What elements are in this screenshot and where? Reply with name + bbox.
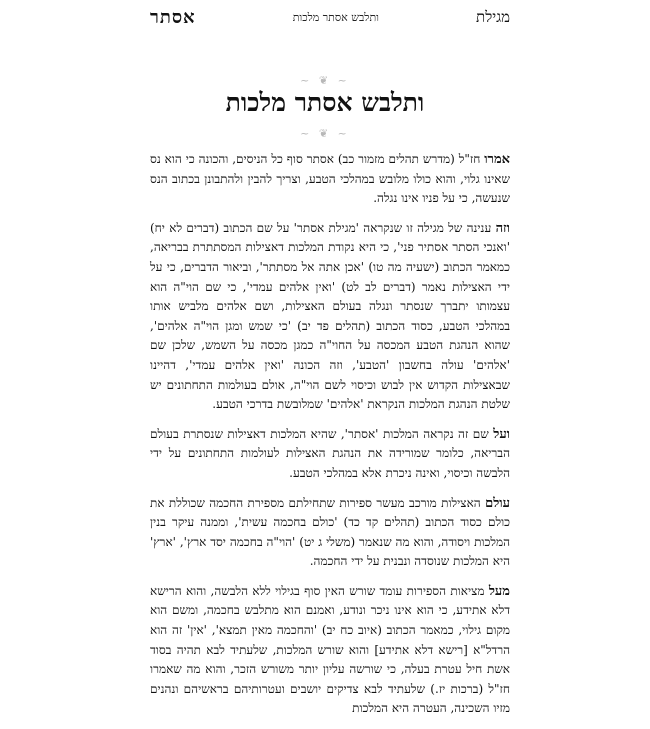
paragraph-lead-word: ועל (493, 426, 510, 442)
title-ornament-bottom: ~ ❦ ~ (300, 127, 350, 140)
paragraph-5 (150, 582, 510, 719)
paragraph-1 (150, 150, 510, 209)
paragraph-lead-word: מעל (488, 583, 510, 599)
paragraph-lead-word: עולם (485, 495, 510, 511)
paragraph-text: שם זה נקראה המלכות 'אסתר', שהיא המלכות דאצילות שנסתרת בעולם הבריאה, כלומר שמורידה את הנהגת האצילות לעולמות התחתונים על ידי הלבשה וכיסוי, ואינה ניכרת אלא במהלכי הטבע. (150, 426, 510, 480)
paragraph-text: מציאות הספירות עומד שורש האין סוף בגילוי ללא הלבשה, והוא הרישא דלא אתידע, כי הוא אינו ניכר ונודע, ואמנם הוא מתלבש בחכמה, ומשם הוא מקום גילוי, כמאמר הכתוב (איוב כח יב) 'והחכמה מאין תמצא', 'אין' זה הוא הרדל"א [רישא דלא אתידע] והוא שורש המלכות, שלעתיד לבא תהיה בסוד אשת חיל עטרת בעלה, כי שורשה עליון יותר משורש הזכר, והוא מה שאמרו חז"ל (ברכות יז.) שלעתיד לבא צדיקים יושבים ועטרותיהם בראשיהם ונהנים מזיו השכינה, העטרה היא המלכות (150, 583, 510, 716)
title-ornament-top: ~ ❦ ~ (300, 74, 350, 87)
body-text (150, 150, 510, 729)
paragraph-lead-word: וזה (495, 220, 510, 236)
running-head (150, 4, 510, 30)
paragraph-4 (150, 494, 510, 572)
paragraph-text: האצילות מורכב מעשר ספירות שתחילתם מספירת החכמה שכוללת את כולם כסוד הכתוב (תהלים קד כד) 'כולם בחכמה עשית', וממנה עיקר בנין המלכות ויסודה, והוא מה שנאמר (משלי ג יט) 'הוי"ה בחכמה יסד ארץ', 'ארץ' היא המלכות שנוסדה ונבנית על ידי החכמה. (150, 495, 510, 569)
paragraph-text: ענינה של מגילה זו שנקראה 'מגילת אסתר' על שם הכתוב (דברים לא יח) 'ואנכי הסתר אסתיר פני', כי היא נקודת המלכות דאצילות המסתתרת בבריאה, כמאמר הכתוב (ישעיה מה טו) 'אכן אתה אל מסתתר', וביאור הדברים, כי על ידי האצילות נאמר (דברים לב לט) 'ואין אלהים עמדי', כי שם הוי"ה הוא עצמותו יתברך שנסתר ונגלה בעולם האצילות, ושם אלהים מלביש אותו במהלכי הטבע, כסוד הכתוב (תהלים פד יב) 'כי שמש ומגן הוי"ה אלהים', שהוא הנהגת הטבע המכסה על החוי"ה כמגן מכסה על השמש, שלכן שם 'אלהים' עולה בחשבון 'הטבע', וזה הכונה 'ואין אלהים עמדי', דהיינו שבאצילות הקדוש אין לבוש וכיסוי לשם הוי"ה, אולם בעולמות התחתונים יש שלטת הנהגת המלכות הנקראת 'אלהים' שמלובשת בדרכי הטבע. (150, 220, 510, 412)
chapter-title: ותלבש אסתר מלכות (225, 88, 425, 117)
paragraph-lead-word: אמרו (484, 152, 510, 167)
running-head-book-title: אסתר (150, 6, 196, 28)
paragraph-2 (150, 219, 510, 415)
running-head-megillat: מגילת (476, 7, 510, 26)
paragraph-text: חז"ל (מדרש תהלים מזמור כב) אסתר סוף כל הניסים, והכונה כי הוא נס שאינו גלוי, והוא כולו מלובש במהלכי הטבע, וצריך להבין ולהתבונן בכתוב הנס שנעשה, כי על פניו אינו נגלה. (150, 152, 511, 206)
paragraph-3 (150, 425, 510, 484)
running-head-subtitle: ותלבש אסתר מלכות (292, 10, 379, 24)
